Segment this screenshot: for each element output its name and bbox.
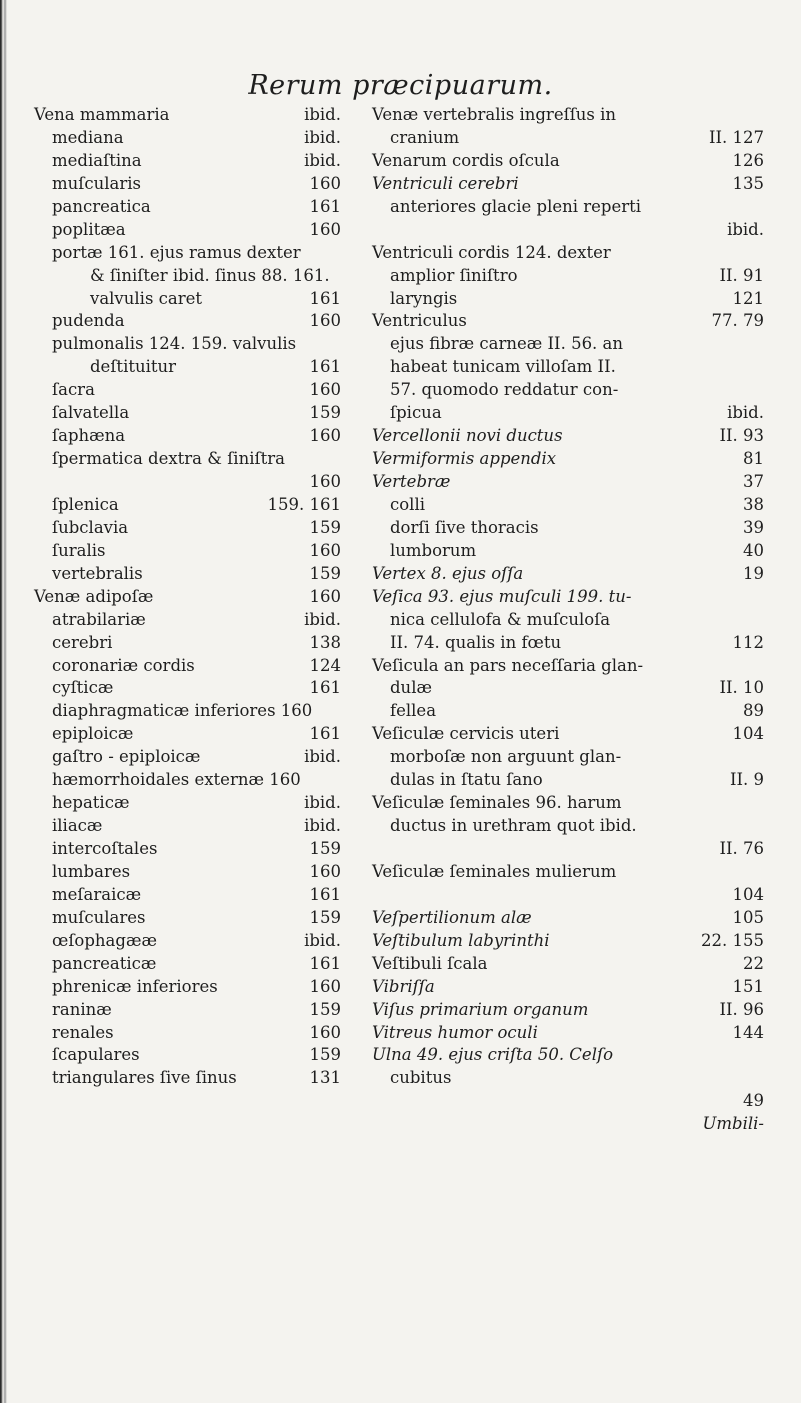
- entry-page-ref: 159: [309, 907, 341, 927]
- entry-page-ref: 160: [309, 861, 341, 881]
- entry-page-ref: 138: [309, 632, 341, 652]
- entry-page-ref: 161: [309, 357, 341, 377]
- entry-page-ref: 160: [309, 380, 341, 400]
- entry-term: ſplenica: [52, 494, 119, 514]
- entry-page-ref: ibid.: [304, 105, 341, 124]
- entry-term: ſpicua: [390, 403, 442, 423]
- entry-page-ref: 131: [309, 1068, 341, 1088]
- index-entry: [34, 953, 370, 976]
- entry-term: coronariæ cordis: [52, 655, 195, 675]
- entry-page-ref: 160: [309, 219, 341, 239]
- index-entry: [34, 655, 370, 678]
- entry-page-ref: 37: [743, 472, 764, 491]
- entry-term: cubitus: [390, 1068, 452, 1088]
- entry-term: Veſtibuli ſcala: [372, 953, 488, 973]
- index-entry: [372, 930, 764, 953]
- entry-term: pancreaticæ: [52, 953, 157, 973]
- entry-term: Venæ adipoſæ: [34, 586, 154, 606]
- index-entry: [372, 632, 764, 655]
- entry-page-ref: 159: [309, 839, 341, 858]
- entry-term: & ſiniſter ibid. ſinus 88. 161.: [90, 265, 330, 285]
- entry-term: vertebralis: [52, 563, 143, 583]
- index-entry: [34, 861, 370, 884]
- entry-page-ref: 160: [309, 586, 341, 606]
- index-entry: [34, 265, 370, 288]
- index-entry: [34, 677, 370, 700]
- index-entry: [372, 655, 764, 678]
- entry-page-ref: ibid.: [304, 747, 341, 767]
- index-entry: [34, 310, 370, 333]
- entry-term: habeat tunicam villoſam II.: [390, 357, 616, 377]
- entry-term: hæmorrhoidales externæ 160: [52, 770, 301, 790]
- index-entry: [34, 609, 370, 632]
- index-entry: [34, 999, 370, 1022]
- entry-term: Vercellonii novi ductus: [372, 426, 563, 446]
- entry-term: ductus in urethram quot ibid.: [390, 816, 637, 836]
- entry-term: 57. quomodo reddatur con-: [390, 380, 619, 400]
- entry-term: mediaſtina: [52, 150, 142, 170]
- entry-page-ref: 126: [732, 150, 764, 170]
- index-entry: [34, 792, 370, 815]
- entry-term: cyſticæ: [52, 678, 114, 698]
- entry-page-ref: 159: [309, 1045, 341, 1065]
- index-entry: [34, 540, 370, 563]
- index-entry: [372, 219, 764, 242]
- entry-term: cranium: [390, 127, 460, 147]
- entry-page-ref: 144: [732, 1022, 764, 1042]
- entry-term: renales: [52, 1022, 114, 1042]
- entry-term: ſalvatella: [52, 403, 130, 423]
- index-entry: [372, 563, 764, 586]
- entry-term: Vertebræ: [372, 472, 451, 491]
- index-entry: [34, 127, 370, 150]
- index-entry: [372, 1113, 764, 1136]
- index-entry: [372, 356, 764, 379]
- entry-page-ref: 151: [732, 976, 764, 996]
- entry-page-ref: 160: [309, 472, 341, 491]
- index-entry: [372, 494, 764, 517]
- entry-term: intercoſtales: [52, 839, 158, 858]
- index-entry: [372, 425, 764, 448]
- entry-term: triangulares ſive ſinus: [52, 1068, 237, 1088]
- index-entry: [34, 838, 370, 861]
- index-entry: [372, 265, 764, 288]
- index-entry: [34, 425, 370, 448]
- entry-term: iliacæ: [52, 816, 103, 836]
- entry-term: II. 74. qualis in fœtu: [390, 632, 562, 652]
- index-entry: [372, 196, 764, 219]
- entry-page-ref: 161: [309, 196, 341, 216]
- entry-page-ref: 160: [309, 311, 341, 331]
- index-entry: [372, 907, 764, 930]
- entry-term: lumbares: [52, 861, 131, 881]
- index-entry: [372, 104, 764, 127]
- index-entry: [372, 288, 764, 311]
- entry-term: atrabilariæ: [52, 609, 146, 629]
- index-entry: [34, 379, 370, 402]
- entry-term: Viſus primarium organum: [372, 999, 589, 1019]
- entry-page-ref: 81: [743, 449, 764, 469]
- index-entry: [34, 586, 370, 609]
- index-entry: [372, 792, 764, 815]
- index-entry: [34, 769, 370, 792]
- left-index-column: [34, 104, 370, 1090]
- index-entry: [372, 769, 764, 792]
- index-entry: [34, 907, 370, 930]
- entry-page-ref: ibid.: [304, 930, 341, 950]
- index-entry: [34, 196, 370, 219]
- entry-term: diaphragmaticæ inferiores 160: [52, 701, 313, 721]
- index-entry: [34, 632, 370, 655]
- entry-page-ref: 161: [309, 724, 341, 744]
- index-entry: [372, 150, 764, 173]
- index-entry: [34, 494, 370, 517]
- entry-page-ref: 161: [309, 288, 341, 308]
- entry-term: pancreatica: [52, 196, 151, 216]
- entry-term: poplitæa: [52, 219, 126, 239]
- entry-term: dulas in ſtatu ſano: [390, 770, 543, 790]
- entry-term: laryngis: [390, 288, 458, 308]
- entry-term: cerebri: [52, 632, 113, 652]
- entry-page-ref: II. 76: [719, 839, 764, 858]
- entry-page-ref: 159: [309, 563, 341, 583]
- entry-term: deſtituitur: [90, 357, 177, 377]
- entry-page-ref: II. 127: [708, 127, 764, 147]
- entry-page-ref: 104: [732, 724, 764, 744]
- index-entry: [372, 700, 764, 723]
- entry-page-ref: 160: [309, 426, 341, 446]
- entry-page-ref: 121: [732, 288, 764, 308]
- entry-page-ref: 161: [309, 678, 341, 698]
- index-entry: [372, 517, 764, 540]
- entry-term: Ulna 49. ejus criſta 50. Celſo: [372, 1045, 614, 1065]
- entry-term: lumborum: [390, 540, 477, 560]
- index-entry: [372, 242, 764, 265]
- entry-term: valvulis caret: [90, 288, 203, 308]
- entry-term: ſcapulares: [52, 1045, 140, 1065]
- entry-page-ref: 49: [743, 1091, 764, 1111]
- running-head: Rerum præcipuarum.: [248, 70, 553, 101]
- entry-term: Ventriculi cordis 124. dexter: [372, 242, 611, 262]
- entry-page-ref: ibid.: [304, 816, 341, 836]
- entry-term: Veſica 93. ejus muſculi 199. tu-: [372, 586, 632, 606]
- entry-page-ref: 77. 79: [711, 311, 764, 331]
- index-entry: [34, 333, 370, 356]
- entry-term: anteriores glacie pleni reperti: [390, 196, 642, 216]
- index-entry: [372, 402, 764, 425]
- entry-page-ref: 105: [732, 907, 764, 927]
- index-entry: [34, 402, 370, 425]
- entry-term: Vertex 8. ejus oſſa: [372, 563, 524, 583]
- entry-page-ref: Umbili-: [702, 1114, 764, 1134]
- entry-term: raninæ: [52, 999, 112, 1019]
- index-entry: [372, 1022, 764, 1045]
- index-entry: [34, 746, 370, 769]
- entry-term: Ventriculi cerebri: [372, 173, 519, 193]
- entry-page-ref: 159: [309, 999, 341, 1019]
- entry-page-ref: 38: [743, 494, 764, 514]
- index-entry: [372, 471, 764, 494]
- index-entry: [372, 1090, 764, 1113]
- entry-term: muſcularis: [52, 173, 141, 193]
- entry-term: nica cellulofa & muſculoſa: [390, 609, 611, 629]
- index-entry: [34, 1044, 370, 1067]
- entry-page-ref: 40: [743, 540, 764, 560]
- index-entry: [34, 471, 370, 494]
- entry-page-ref: 39: [743, 517, 764, 537]
- entry-term: Vibriſſa: [372, 976, 435, 996]
- entry-term: Vena mammaria: [34, 105, 170, 124]
- index-entry: [372, 379, 764, 402]
- entry-term: pulmonalis 124. 159. valvulis: [52, 334, 297, 354]
- index-entry: [372, 333, 764, 356]
- entry-term: ſuralis: [52, 540, 106, 560]
- entry-term: epiploicæ: [52, 724, 134, 744]
- entry-term: Veſicula an pars neceſſaria glan-: [372, 655, 644, 675]
- entry-page-ref: ibid.: [304, 609, 341, 629]
- index-entry: [372, 1044, 764, 1067]
- entry-term: œſophagææ: [52, 930, 157, 950]
- index-entry: [34, 700, 370, 723]
- index-entry: [34, 1067, 370, 1090]
- index-entry: [372, 861, 764, 884]
- entry-page-ref: 135: [732, 173, 764, 193]
- entry-page-ref: ibid.: [304, 793, 341, 813]
- entry-term: Vitreus humor oculi: [372, 1022, 538, 1042]
- index-entry: [34, 723, 370, 746]
- index-entry: [34, 563, 370, 586]
- page-binding-edge: [0, 0, 10, 1403]
- entry-term: hepaticæ: [52, 793, 130, 813]
- entry-term: dorſi ſive thoracis: [390, 517, 539, 537]
- index-entry: [34, 288, 370, 311]
- index-entry: [34, 356, 370, 379]
- entry-page-ref: 161: [309, 953, 341, 973]
- entry-page-ref: 160: [309, 173, 341, 193]
- index-entry: [34, 930, 370, 953]
- entry-page-ref: 22: [743, 953, 764, 973]
- index-entry: [372, 540, 764, 563]
- entry-term: dulæ: [390, 678, 432, 698]
- index-entry: [34, 1022, 370, 1045]
- entry-term: gaſtro - epiploicæ: [52, 747, 201, 767]
- entry-term: pudenda: [52, 311, 125, 331]
- index-entry: [372, 815, 764, 838]
- index-entry: [372, 609, 764, 632]
- index-entry: [34, 150, 370, 173]
- entry-page-ref: ibid.: [727, 219, 764, 239]
- index-entry: [34, 219, 370, 242]
- index-entry: [34, 517, 370, 540]
- index-entry: [372, 127, 764, 150]
- index-entry: [34, 104, 370, 127]
- entry-page-ref: 19: [743, 563, 764, 583]
- index-entry: [372, 1067, 764, 1090]
- index-entry: [34, 884, 370, 907]
- entry-term: Veſiculæ ſeminales mulierum: [372, 861, 617, 881]
- index-entry: [372, 953, 764, 976]
- entry-term: portæ 161. ejus ramus dexter: [52, 242, 301, 262]
- entry-term: Veſiculæ ſeminales 96. harum: [372, 793, 622, 813]
- entry-term: Veſiculæ cervicis uteri: [372, 724, 560, 744]
- entry-term: ejus fibræ carneæ II. 56. an: [390, 334, 624, 354]
- entry-page-ref: 104: [732, 884, 764, 904]
- entry-term: ſacra: [52, 380, 95, 400]
- entry-term: Venæ vertebralis ingreſſus in: [372, 105, 617, 124]
- entry-page-ref: 161: [309, 884, 341, 904]
- entry-term: Vermiformis appendix: [372, 449, 557, 469]
- entry-term: Veſpertilionum alæ: [372, 907, 532, 927]
- entry-term: amplior ſiniſtro: [390, 265, 518, 285]
- entry-page-ref: 159: [309, 517, 341, 537]
- entry-term: ſaphæna: [52, 426, 126, 446]
- entry-page-ref: II. 91: [719, 265, 764, 285]
- index-entry: [34, 815, 370, 838]
- entry-term: ſpermatica dextra & ſiniſtra: [52, 449, 285, 469]
- entry-term: mediana: [52, 127, 124, 147]
- entry-term: colli: [390, 494, 426, 514]
- entry-page-ref: 160: [309, 976, 341, 996]
- entry-page-ref: II. 96: [719, 999, 764, 1019]
- index-entry: [372, 677, 764, 700]
- index-entry: [372, 173, 764, 196]
- index-entry: [372, 838, 764, 861]
- entry-page-ref: 124: [309, 655, 341, 675]
- entry-term: meſaraicæ: [52, 884, 142, 904]
- entry-page-ref: 112: [732, 632, 764, 652]
- entry-term: Venarum cordis oſcula: [372, 150, 560, 170]
- entry-page-ref: 160: [309, 540, 341, 560]
- index-entry: [372, 976, 764, 999]
- entry-page-ref: 160: [309, 1022, 341, 1042]
- index-entry: [372, 448, 764, 471]
- entry-page-ref: 159. 161: [267, 494, 341, 514]
- index-entry: [34, 448, 370, 471]
- index-entry: [372, 586, 764, 609]
- entry-page-ref: ibid.: [304, 127, 341, 147]
- entry-term: fellea: [390, 701, 437, 721]
- index-entry: [372, 723, 764, 746]
- entry-page-ref: 22. 155: [701, 930, 764, 950]
- index-entry: [34, 242, 370, 265]
- entry-term: Veſtibulum labyrinthi: [372, 930, 550, 950]
- entry-term: morboſæ non arguunt glan-: [390, 747, 622, 767]
- entry-term: Ventriculus: [372, 311, 467, 331]
- entry-page-ref: II. 10: [719, 678, 764, 698]
- entry-page-ref: 159: [309, 403, 341, 423]
- entry-term: muſculares: [52, 907, 146, 927]
- index-entry: [372, 999, 764, 1022]
- index-entry: [34, 976, 370, 999]
- entry-term: phrenicæ inferiores: [52, 976, 218, 996]
- index-entry: [372, 746, 764, 769]
- index-entry: [34, 173, 370, 196]
- index-entry: [372, 310, 764, 333]
- entry-term: ſubclavia: [52, 517, 129, 537]
- entry-page-ref: ibid.: [304, 150, 341, 170]
- entry-page-ref: II. 93: [719, 426, 764, 446]
- right-index-column: [372, 104, 764, 1136]
- entry-page-ref: 89: [743, 701, 764, 721]
- index-entry: [372, 884, 764, 907]
- entry-page-ref: ibid.: [727, 403, 764, 423]
- entry-page-ref: II. 9: [729, 770, 764, 790]
